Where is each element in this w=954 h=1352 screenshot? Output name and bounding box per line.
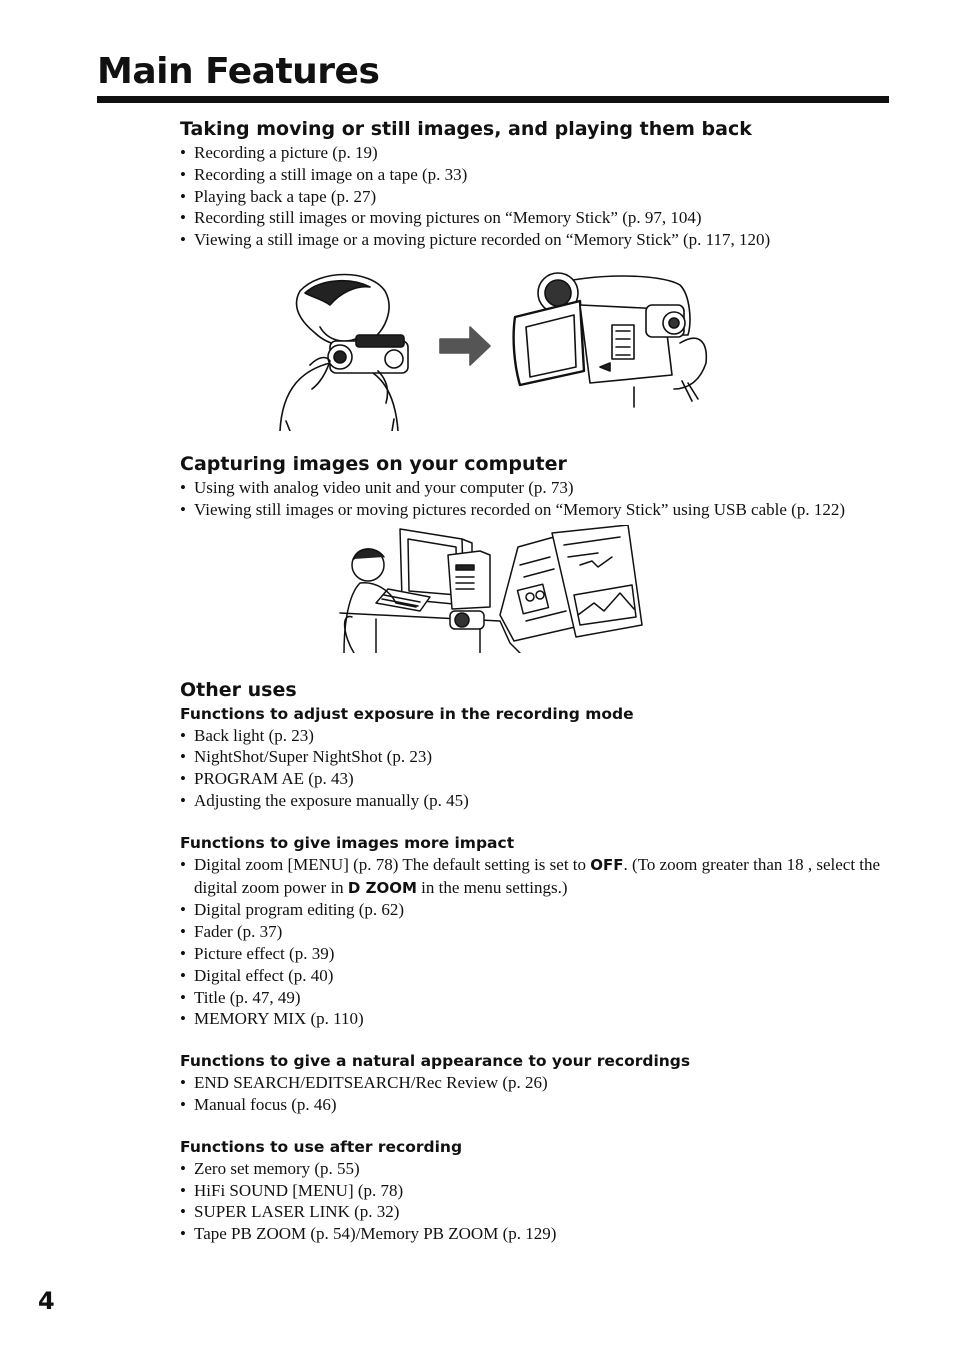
list-item: • HiFi SOUND [MENU] (p. 78)	[180, 1180, 890, 1202]
list-item: • PROGRAM AE (p. 43)	[180, 768, 890, 790]
group-heading-after-recording: Functions to use after recording	[180, 1137, 463, 1156]
list-item: • Tape PB ZOOM (p. 54)/Memory PB ZOOM (p. 129)	[180, 1223, 890, 1245]
list-item: • Fader (p. 37)	[180, 921, 890, 943]
list-item: • END SEARCH/EDITSEARCH/Rec Review (p. 26)	[180, 1072, 890, 1094]
section-heading-recording: Taking moving or still images, and playing them back	[180, 118, 752, 140]
list-item-digital-zoom	[180, 854, 890, 900]
main-content	[180, 116, 890, 1245]
recording-list	[180, 142, 890, 251]
group-heading-impact: Functions to give images more impact	[180, 833, 515, 852]
list-item: • Recording still images or moving pictures on “Memory Stick” (p. 97, 104)	[180, 207, 890, 229]
page-number: 4	[38, 1287, 55, 1315]
list-item: • Back light (p. 23)	[180, 725, 890, 747]
impact-list	[180, 854, 890, 1030]
list-item: • Digital program editing (p. 62)	[180, 899, 890, 921]
section-heading-other-uses: Other uses	[180, 678, 297, 701]
zoom-text-1: Digital zoom [MENU] (p. 78) The default setting is set to	[194, 854, 591, 874]
list-item: • Picture effect (p. 39)	[180, 943, 890, 965]
list-item: • Using with analog video unit and your computer (p. 73)	[180, 477, 890, 499]
list-item: • Adjusting the exposure manually (p. 45)	[180, 790, 890, 812]
zoom-text-2: . (To zoom greater than 18 , select the digital zoom power in	[194, 854, 881, 897]
list-item: • Digital effect (p. 40)	[180, 965, 890, 987]
list-item: • Title (p. 47, 49)	[180, 987, 890, 1009]
exposure-list	[180, 725, 890, 812]
list-item: • Playing back a tape (p. 27)	[180, 186, 890, 208]
list-item: • Zero set memory (p. 55)	[180, 1158, 890, 1180]
natural-list	[180, 1072, 890, 1116]
list-item: • Recording a still image on a tape (p. 33)	[180, 164, 890, 186]
group-heading-natural: Functions to give a natural appearance to your recordings	[180, 1052, 691, 1071]
list-item: • MEMORY MIX (p. 110)	[180, 1008, 890, 1030]
list-item: • NightShot/Super NightShot (p. 23)	[180, 746, 890, 768]
zoom-text-3: in the menu settings.)	[416, 877, 568, 897]
computer-list	[180, 477, 890, 521]
list-item: • Manual focus (p. 46)	[180, 1094, 890, 1116]
list-item: • SUPER LASER LINK (p. 32)	[180, 1201, 890, 1223]
after-recording-list	[180, 1158, 890, 1245]
zoom-off-value: OFF	[590, 855, 624, 874]
list-item: • Viewing still images or moving pictures recorded on “Memory Stick” using USB cable (p. 122)	[180, 499, 890, 521]
computer-illustration	[180, 525, 890, 653]
camcorder-illustration	[180, 271, 890, 431]
list-item: • Recording a picture (p. 19)	[180, 142, 890, 164]
zoom-menu-name: D ZOOM	[347, 878, 417, 897]
list-item: • Viewing a still image or a moving picture recorded on “Memory Stick” (p. 117, 120)	[180, 229, 890, 251]
section-heading-computer: Capturing images on your computer	[180, 452, 567, 475]
group-heading-exposure: Functions to adjust exposure in the recording mode	[180, 704, 634, 723]
page-title: Main Features	[97, 51, 380, 92]
title-rule	[97, 96, 889, 103]
